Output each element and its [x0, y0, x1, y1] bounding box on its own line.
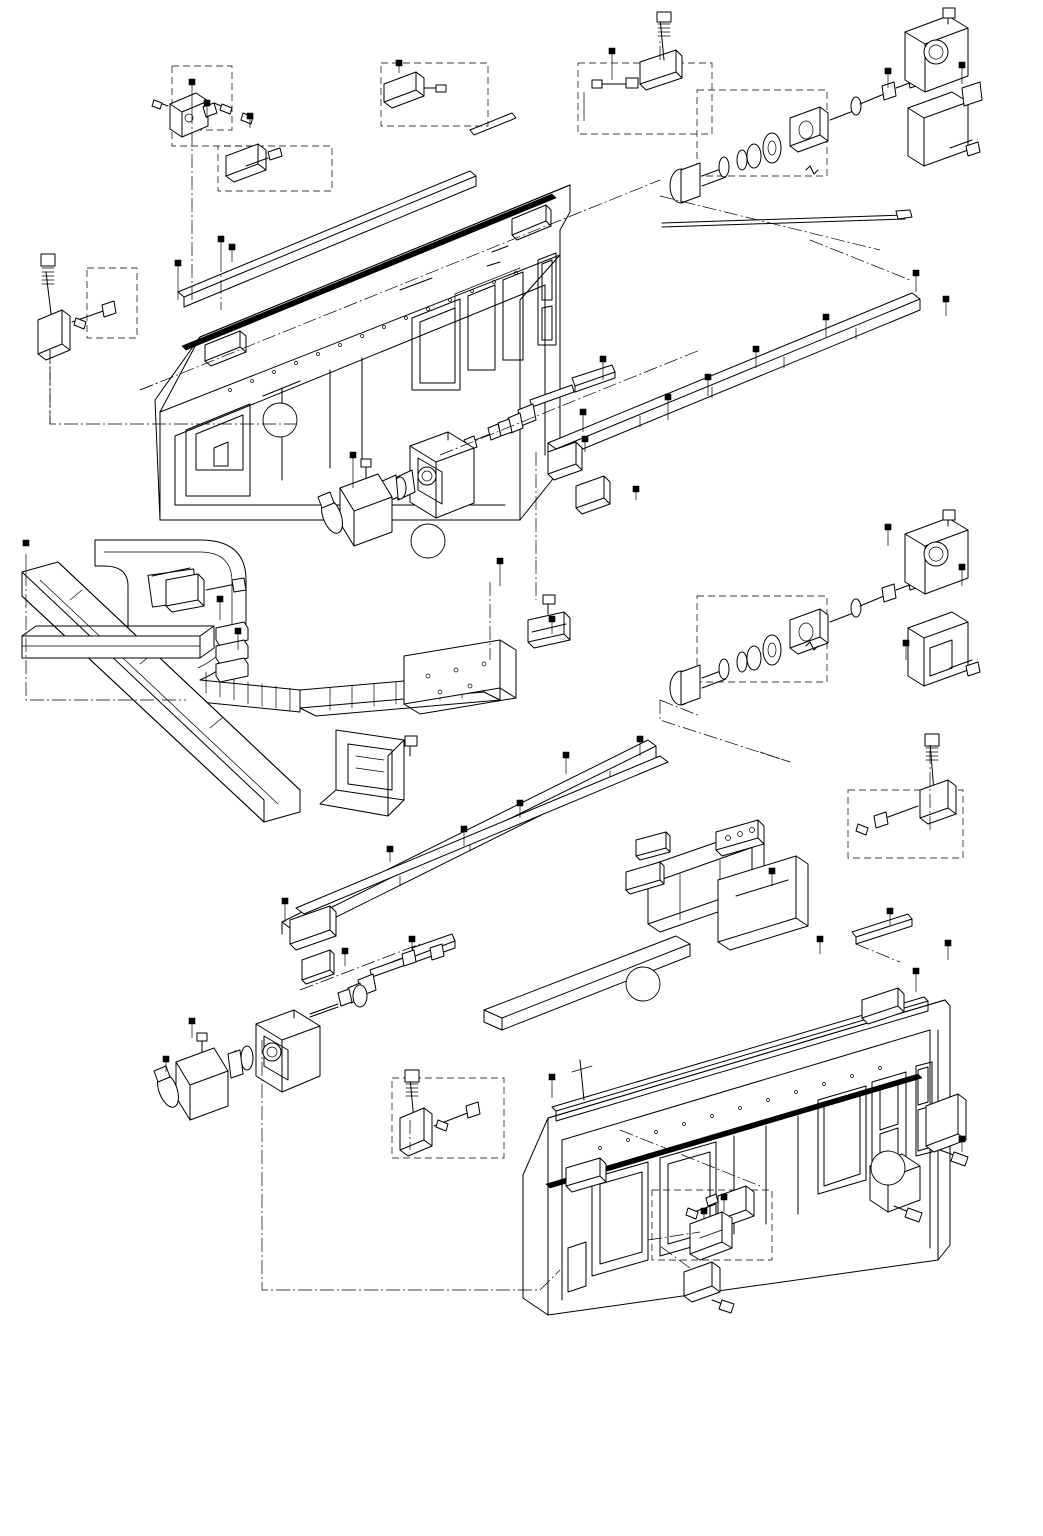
lower-top-rail: [852, 914, 912, 944]
fastener-kit-lower-right: [848, 734, 963, 858]
upper-right-end-housing: [905, 8, 982, 166]
fastener-kit-upper-mid: [381, 60, 488, 126]
middle-mount-plate: [320, 640, 516, 816]
fastener-kit-left-bracket: [38, 254, 137, 360]
fastener-kit-upper-center: [578, 12, 712, 134]
upper-long-rod: [662, 210, 912, 227]
middle-assembly: [22, 510, 980, 822]
fastener-kit-lower-left: [392, 1070, 504, 1158]
callout-circle-3: [626, 967, 660, 1001]
lower-assembly: [153, 734, 968, 1315]
middle-right-shaft-kit: [670, 574, 922, 705]
upper-beam-brackets: [548, 442, 610, 514]
fastener-kit-upper-left: [152, 66, 332, 191]
callout-circle-1: [263, 403, 297, 437]
middle-right-end-housing: [905, 510, 980, 686]
callout-circle-2: [411, 524, 445, 558]
lower-servo-motor: [153, 1018, 228, 1120]
lower-leadscrew-assembly: [310, 934, 455, 1017]
upper-right-shaft-kit: [670, 72, 922, 203]
upper-guide-rail: [548, 293, 920, 460]
lower-gearbox-housing: [228, 1010, 320, 1092]
upper-assembly: [38, 8, 982, 560]
callout-circle-4: [871, 1151, 905, 1185]
